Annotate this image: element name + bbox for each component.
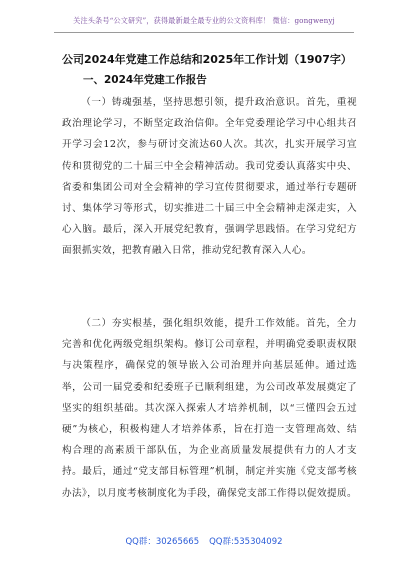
section-heading: 一、2024年党建工作报告 <box>83 74 207 86</box>
header-banner: 关注头条号“公文研究”，获得最新最全最专业的公文资料库！ 微信：gongwenyj <box>73 16 335 25</box>
footer-contacts <box>0 535 408 547</box>
header-divider <box>54 32 354 33</box>
document-title: 公司2024年党建工作总结和2025年工作计划（1907字） <box>62 53 352 66</box>
footer-qq-group-1: QQ群：30265665 <box>125 537 200 547</box>
footer-qq-group-2: QQ群:535304092 <box>209 537 283 547</box>
paragraph-2: （二）夯实根基，强化组织效能，提升工作效能。首先，全力完善和优化两级党组织架构。修订公司章程，并明确党委职责权限与决策程序，确保党的领导嵌入公司治理并向基层延伸。通过选举，公司一届党委和纪委班子已顺利组建，为公司改革发展奠定了坚实的组织基础。其次深入探索人才培养机制，以“三懂四会五过硬”为核心，积极构建人才培养体系，旨在打造一支管理高效、结构合理的高素质干部队伍，为企业高质量发展提供有力的人才支持。最后，通过“党支部目标管理”机制，制定并实施《党支部考核办法》，以月度考核制度化为手段，确保党支部工作得以促效提质。 <box>62 318 358 499</box>
paragraph-1: （一）铸魂强基，坚持思想引领，提升政治意识。首先，重视政治理论学习，不断坚定政治信仰。全年党委理论学习中心组共召开学习会12次，参与研讨交流达60人次。其次，扎实开展学习宣传和贯彻党的二十届三中全会精神活动。我司党委认真落实中央、省委和集团公司对全会精神的学习宣传贯彻要求，通过举行专题研讨、集体学习等形式，切实推进二十届三中全会精神走深走实，入心入脑。最后，深入开展党纪教育，强调学思践悟。在学习党纪方面狠抓实效，把教育融入日常，推动党纪教育深入人心。 <box>62 97 357 257</box>
